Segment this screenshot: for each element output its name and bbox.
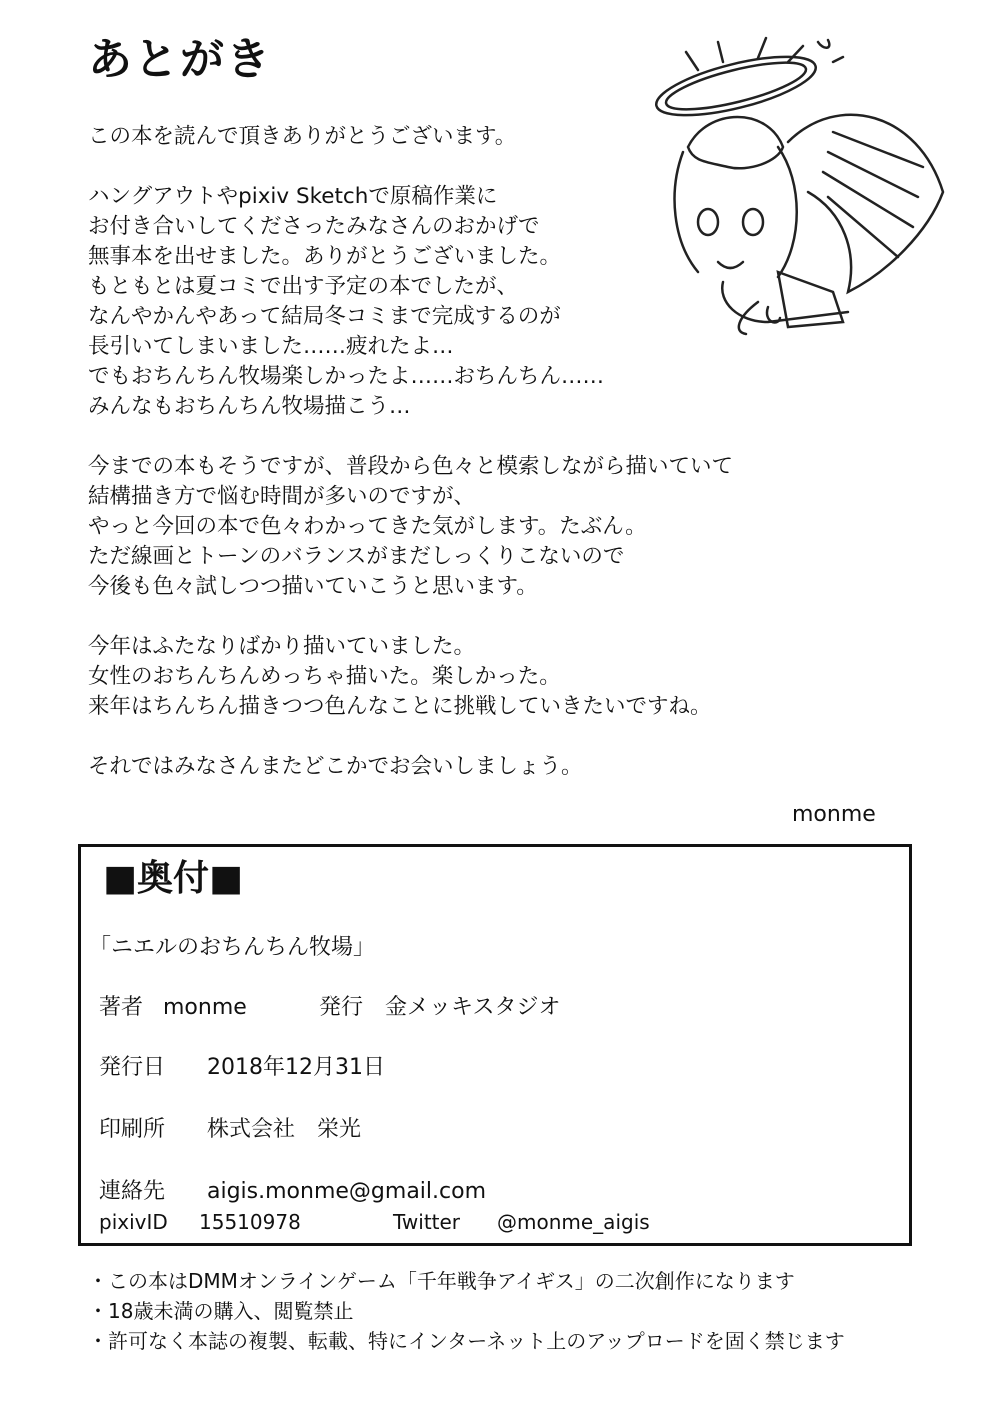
afterword-line: 女性のおちんちんめっちゃ描いた。楽しかった。 (88, 664, 561, 689)
afterword-line: お付き合いしてくださったみなさんのおかげで (88, 214, 540, 239)
afterword-line: 長引いてしまいました……疲れたよ… (88, 334, 454, 359)
pixiv-label: pixivID (99, 1210, 168, 1234)
afterword-line: 今後も色々試しつつ描いていこうと思います。 (88, 574, 538, 599)
note-item: ・この本はDMMオンラインゲーム「千年戦争アイギス」の二次創作になります (88, 1269, 795, 1293)
note-item: ・許可なく本誌の複製、転載、特にインターネット上のアップロードを固く禁じます (88, 1329, 845, 1353)
angel-illustration (628, 22, 968, 342)
afterword-line: 来年はちんちん描きつつ色んなことに挑戦していきたいですね。 (88, 694, 712, 719)
date-value: 2018年12月31日 (207, 1055, 385, 1080)
afterword-line: なんやかんやあって結局冬コミまで完成するのが (88, 304, 561, 329)
afterword-line: ハングアウトやpixiv Sketchで原稿作業に (88, 184, 498, 209)
afterword-title: あとがき (88, 34, 272, 85)
colophon-heading: ■奥付■ (103, 858, 244, 899)
afterword-line: それではみなさんまたどこかでお会いしましょう。 (88, 754, 583, 779)
halo-icon (651, 45, 821, 127)
contact-email: aigis.monme@gmail.com (207, 1179, 487, 1204)
afterword-line: みんなもおちんちん牧場描こう… (88, 394, 411, 419)
afterword-line: やっと今回の本で色々わかってきた気がします。たぶん。 (88, 514, 647, 539)
contact-label: 連絡先 (99, 1179, 166, 1204)
colophon-box (78, 844, 912, 1246)
author-signature: monme (792, 802, 876, 827)
date-label: 発行日 (99, 1055, 166, 1080)
afterword-line: ただ線画とトーンのバランスがまだしっくりこないので (88, 544, 625, 569)
author-value: monme (163, 995, 247, 1020)
note-item: ・18歳未満の購入、閲覧禁止 (88, 1299, 354, 1323)
printer-value: 株式会社 栄光 (207, 1117, 362, 1142)
afterword-line: 無事本を出せました。ありがとうございました。 (88, 244, 562, 269)
twitter-label: Twitter (393, 1210, 461, 1234)
twitter-handle: @monme_aigis (497, 1210, 650, 1234)
book-title: 「ニエルのおちんちん牧場」 (89, 935, 376, 960)
afterword-line: この本を読んで頂きありがとうございます。 (88, 124, 517, 149)
afterword-line: 今までの本もそうですが、普段から色々と模索しながら描いていて (88, 454, 734, 479)
pixiv-id: 15510978 (199, 1210, 301, 1234)
afterword-line: もともとは夏コミで出す予定の本でしたが、 (88, 274, 519, 299)
publisher-value: 金メッキスタジオ (385, 995, 561, 1020)
afterword-line: 今年はふたなりばかり描いていました。 (88, 634, 476, 659)
publisher-label: 発行 (319, 995, 364, 1020)
notes-list (88, 1266, 845, 1356)
afterword-line: でもおちんちん牧場楽しかったよ……おちんちん…… (88, 364, 605, 389)
author-label: 著者 (99, 995, 144, 1020)
afterword-line: 結構描き方で悩む時間が多いのですが、 (88, 484, 476, 509)
printer-label: 印刷所 (99, 1117, 166, 1142)
